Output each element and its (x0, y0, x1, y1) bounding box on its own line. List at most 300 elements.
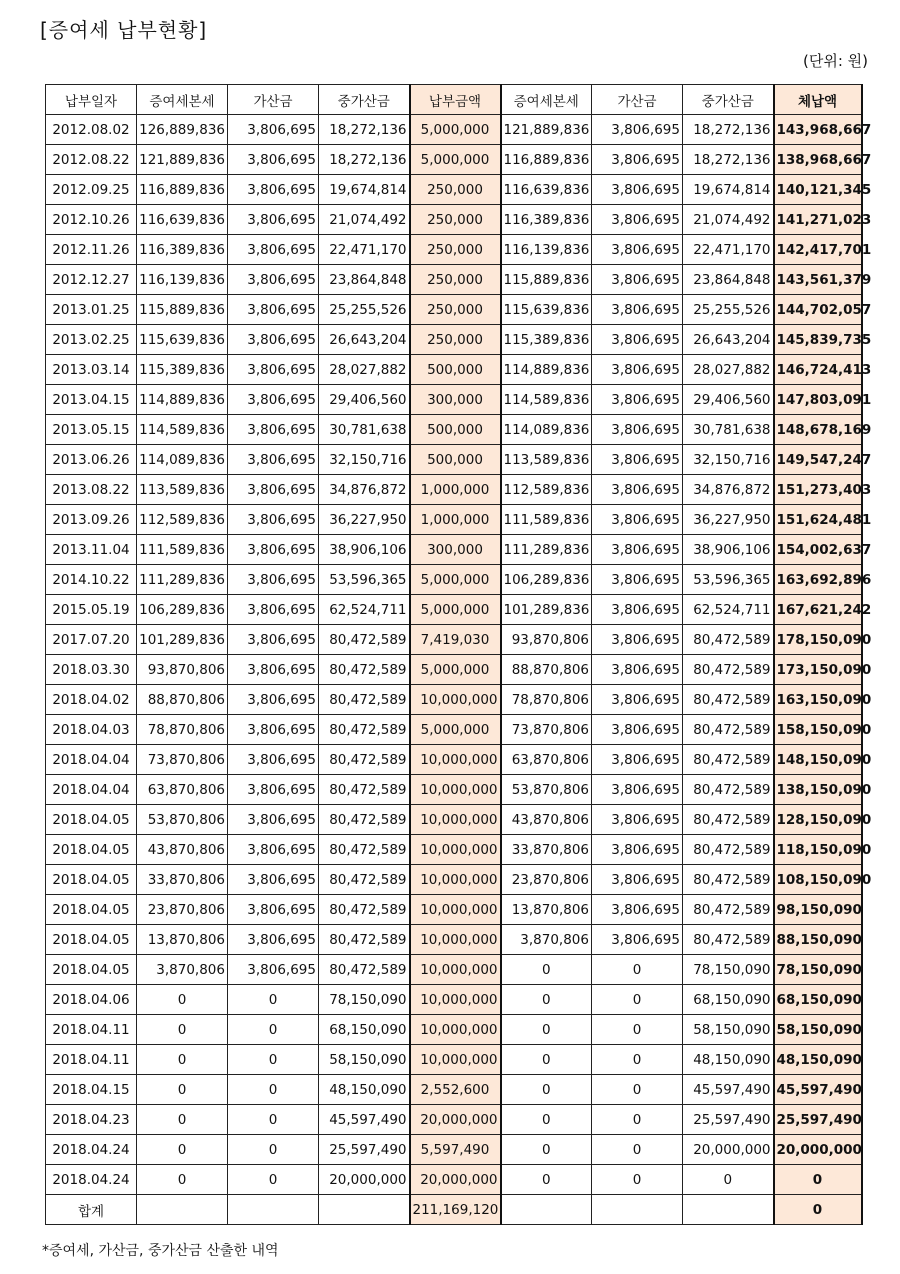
cell-principal-before: 111,289,836 (137, 565, 228, 595)
cell-surcharge-before: 3,806,695 (228, 685, 319, 715)
cell-principal-after: 116,639,836 (501, 175, 592, 205)
total-empty-cell (683, 1195, 774, 1225)
cell-arrears: 151,624,481 (774, 505, 862, 535)
cell-arrears: 147,803,091 (774, 385, 862, 415)
cell-heavy-surcharge-before: 18,272,136 (319, 115, 410, 145)
cell-arrears: 141,271,023 (774, 205, 862, 235)
cell-arrears: 45,597,490 (774, 1075, 862, 1105)
cell-arrears: 173,150,090 (774, 655, 862, 685)
cell-surcharge-after: 3,806,695 (592, 115, 683, 145)
cell-heavy-surcharge-after: 0 (683, 1165, 774, 1195)
cell-date: 2012.08.02 (46, 115, 137, 145)
cell-payment-amount: 5,000,000 (410, 145, 501, 175)
cell-principal-after: 111,289,836 (501, 535, 592, 565)
cell-principal-before: 63,870,806 (137, 775, 228, 805)
cell-arrears: 128,150,090 (774, 805, 862, 835)
cell-heavy-surcharge-after: 23,864,848 (683, 265, 774, 295)
cell-arrears: 68,150,090 (774, 985, 862, 1015)
cell-payment-amount: 10,000,000 (410, 745, 501, 775)
total-payment: 211,169,120 (410, 1195, 501, 1225)
cell-principal-after: 23,870,806 (501, 865, 592, 895)
total-label: 합계 (46, 1195, 137, 1225)
cell-surcharge-after: 0 (592, 955, 683, 985)
cell-surcharge-after: 3,806,695 (592, 625, 683, 655)
cell-heavy-surcharge-after: 80,472,589 (683, 775, 774, 805)
cell-principal-before: 78,870,806 (137, 715, 228, 745)
table-row (46, 1075, 862, 1105)
cell-arrears: 142,417,701 (774, 235, 862, 265)
total-empty-cell (319, 1195, 410, 1225)
cell-arrears: 0 (774, 1165, 862, 1195)
cell-principal-after: 53,870,806 (501, 775, 592, 805)
cell-arrears: 163,150,090 (774, 685, 862, 715)
cell-payment-amount: 10,000,000 (410, 1045, 501, 1075)
cell-payment-amount: 10,000,000 (410, 955, 501, 985)
header-payment-amount: 납부금액 (410, 85, 501, 115)
cell-heavy-surcharge-after: 48,150,090 (683, 1045, 774, 1075)
cell-surcharge-before: 0 (228, 1165, 319, 1195)
cell-surcharge-before: 3,806,695 (228, 115, 319, 145)
cell-heavy-surcharge-before: 80,472,589 (319, 805, 410, 835)
table-row (46, 235, 862, 265)
cell-arrears: 149,547,247 (774, 445, 862, 475)
cell-heavy-surcharge-before: 78,150,090 (319, 985, 410, 1015)
cell-principal-before: 0 (137, 985, 228, 1015)
cell-arrears: 25,597,490 (774, 1105, 862, 1135)
cell-surcharge-after: 0 (592, 1105, 683, 1135)
cell-heavy-surcharge-after: 38,906,106 (683, 535, 774, 565)
cell-surcharge-after: 3,806,695 (592, 385, 683, 415)
total-row (46, 1195, 862, 1225)
cell-heavy-surcharge-before: 45,597,490 (319, 1105, 410, 1135)
cell-surcharge-before: 0 (228, 1045, 319, 1075)
header-principal-before: 증여세본세 (137, 85, 228, 115)
cell-date: 2018.04.11 (46, 1045, 137, 1075)
cell-heavy-surcharge-after: 80,472,589 (683, 895, 774, 925)
cell-surcharge-before: 3,806,695 (228, 235, 319, 265)
cell-principal-after: 113,589,836 (501, 445, 592, 475)
cell-arrears: 178,150,090 (774, 625, 862, 655)
cell-principal-after: 78,870,806 (501, 685, 592, 715)
cell-date: 2018.04.04 (46, 745, 137, 775)
cell-date: 2018.04.06 (46, 985, 137, 1015)
cell-surcharge-after: 0 (592, 1045, 683, 1075)
cell-surcharge-before: 3,806,695 (228, 775, 319, 805)
table-row (46, 1165, 862, 1195)
cell-heavy-surcharge-after: 80,472,589 (683, 835, 774, 865)
table-row (46, 775, 862, 805)
cell-principal-before: 112,589,836 (137, 505, 228, 535)
cell-surcharge-after: 3,806,695 (592, 895, 683, 925)
cell-heavy-surcharge-after: 80,472,589 (683, 685, 774, 715)
cell-surcharge-before: 3,806,695 (228, 175, 319, 205)
cell-heavy-surcharge-before: 36,227,950 (319, 505, 410, 535)
cell-principal-after: 0 (501, 985, 592, 1015)
cell-surcharge-before: 3,806,695 (228, 265, 319, 295)
cell-heavy-surcharge-before: 80,472,589 (319, 925, 410, 955)
cell-surcharge-before: 3,806,695 (228, 595, 319, 625)
cell-arrears: 140,121,345 (774, 175, 862, 205)
cell-heavy-surcharge-after: 30,781,638 (683, 415, 774, 445)
cell-heavy-surcharge-after: 80,472,589 (683, 805, 774, 835)
cell-payment-amount: 250,000 (410, 235, 501, 265)
cell-principal-after: 112,589,836 (501, 475, 592, 505)
cell-heavy-surcharge-before: 80,472,589 (319, 745, 410, 775)
cell-heavy-surcharge-after: 25,597,490 (683, 1105, 774, 1135)
cell-principal-after: 116,139,836 (501, 235, 592, 265)
cell-heavy-surcharge-before: 80,472,589 (319, 895, 410, 925)
table-row (46, 1105, 862, 1135)
unit-label: (단위: 원) (803, 52, 868, 70)
table-row (46, 865, 862, 895)
cell-principal-before: 116,389,836 (137, 235, 228, 265)
cell-payment-amount: 10,000,000 (410, 985, 501, 1015)
cell-surcharge-after: 3,806,695 (592, 655, 683, 685)
cell-surcharge-before: 0 (228, 1135, 319, 1165)
cell-payment-amount: 250,000 (410, 295, 501, 325)
cell-date: 2018.04.05 (46, 835, 137, 865)
table-row (46, 925, 862, 955)
cell-surcharge-before: 3,806,695 (228, 715, 319, 745)
cell-surcharge-after: 0 (592, 985, 683, 1015)
cell-payment-amount: 10,000,000 (410, 895, 501, 925)
cell-principal-after: 111,589,836 (501, 505, 592, 535)
table-row (46, 535, 862, 565)
cell-principal-before: 0 (137, 1045, 228, 1075)
cell-heavy-surcharge-before: 80,472,589 (319, 655, 410, 685)
cell-heavy-surcharge-before: 38,906,106 (319, 535, 410, 565)
cell-heavy-surcharge-before: 80,472,589 (319, 955, 410, 985)
cell-principal-before: 114,889,836 (137, 385, 228, 415)
cell-principal-before: 13,870,806 (137, 925, 228, 955)
cell-arrears: 58,150,090 (774, 1015, 862, 1045)
cell-heavy-surcharge-after: 21,074,492 (683, 205, 774, 235)
cell-arrears: 145,839,735 (774, 325, 862, 355)
cell-payment-amount: 10,000,000 (410, 835, 501, 865)
header-date: 납부일자 (46, 85, 137, 115)
cell-date: 2012.08.22 (46, 145, 137, 175)
cell-payment-amount: 10,000,000 (410, 925, 501, 955)
cell-surcharge-after: 3,806,695 (592, 685, 683, 715)
cell-date: 2013.05.15 (46, 415, 137, 445)
cell-surcharge-before: 3,806,695 (228, 445, 319, 475)
cell-heavy-surcharge-after: 18,272,136 (683, 115, 774, 145)
cell-surcharge-after: 0 (592, 1165, 683, 1195)
cell-principal-after: 93,870,806 (501, 625, 592, 655)
cell-date: 2018.03.30 (46, 655, 137, 685)
cell-principal-before: 73,870,806 (137, 745, 228, 775)
header-heavy-surcharge-before: 중가산금 (319, 85, 410, 115)
cell-surcharge-after: 3,806,695 (592, 415, 683, 445)
cell-date: 2013.06.26 (46, 445, 137, 475)
cell-date: 2018.04.24 (46, 1135, 137, 1165)
cell-date: 2013.02.25 (46, 325, 137, 355)
cell-payment-amount: 5,597,490 (410, 1135, 501, 1165)
cell-surcharge-before: 3,806,695 (228, 505, 319, 535)
table-row (46, 955, 862, 985)
table-row (46, 115, 862, 145)
cell-surcharge-before: 3,806,695 (228, 355, 319, 385)
cell-principal-before: 23,870,806 (137, 895, 228, 925)
cell-date: 2012.12.27 (46, 265, 137, 295)
cell-principal-before: 111,589,836 (137, 535, 228, 565)
cell-payment-amount: 2,552,600 (410, 1075, 501, 1105)
cell-heavy-surcharge-before: 62,524,711 (319, 595, 410, 625)
cell-heavy-surcharge-before: 80,472,589 (319, 625, 410, 655)
cell-heavy-surcharge-after: 80,472,589 (683, 715, 774, 745)
table-row (46, 265, 862, 295)
cell-payment-amount: 10,000,000 (410, 775, 501, 805)
cell-surcharge-before: 3,806,695 (228, 655, 319, 685)
cell-payment-amount: 10,000,000 (410, 865, 501, 895)
cell-principal-before: 33,870,806 (137, 865, 228, 895)
cell-heavy-surcharge-after: 32,150,716 (683, 445, 774, 475)
cell-surcharge-after: 3,806,695 (592, 925, 683, 955)
cell-heavy-surcharge-after: 78,150,090 (683, 955, 774, 985)
cell-heavy-surcharge-before: 19,674,814 (319, 175, 410, 205)
cell-surcharge-after: 3,806,695 (592, 325, 683, 355)
cell-payment-amount: 250,000 (410, 325, 501, 355)
cell-principal-after: 115,639,836 (501, 295, 592, 325)
cell-heavy-surcharge-after: 36,227,950 (683, 505, 774, 535)
cell-principal-after: 0 (501, 1135, 592, 1165)
cell-surcharge-after: 0 (592, 1075, 683, 1105)
cell-payment-amount: 10,000,000 (410, 805, 501, 835)
cell-principal-before: 106,289,836 (137, 595, 228, 625)
cell-arrears: 158,150,090 (774, 715, 862, 745)
cell-principal-after: 73,870,806 (501, 715, 592, 745)
total-arrears: 0 (774, 1195, 862, 1225)
cell-surcharge-after: 0 (592, 1135, 683, 1165)
header-heavy-surcharge-after: 중가산금 (683, 85, 774, 115)
cell-heavy-surcharge-before: 68,150,090 (319, 1015, 410, 1045)
cell-arrears: 138,968,667 (774, 145, 862, 175)
cell-heavy-surcharge-after: 20,000,000 (683, 1135, 774, 1165)
table-row (46, 715, 862, 745)
cell-principal-before: 126,889,836 (137, 115, 228, 145)
cell-principal-before: 115,389,836 (137, 355, 228, 385)
cell-date: 2018.04.11 (46, 1015, 137, 1045)
cell-principal-after: 0 (501, 1105, 592, 1135)
cell-heavy-surcharge-before: 32,150,716 (319, 445, 410, 475)
cell-heavy-surcharge-after: 34,876,872 (683, 475, 774, 505)
cell-surcharge-before: 3,806,695 (228, 385, 319, 415)
cell-arrears: 138,150,090 (774, 775, 862, 805)
cell-surcharge-after: 3,806,695 (592, 295, 683, 325)
cell-surcharge-before: 3,806,695 (228, 415, 319, 445)
table-row (46, 745, 862, 775)
cell-date: 2013.01.25 (46, 295, 137, 325)
cell-surcharge-after: 3,806,695 (592, 595, 683, 625)
cell-principal-after: 43,870,806 (501, 805, 592, 835)
cell-date: 2012.11.26 (46, 235, 137, 265)
cell-heavy-surcharge-after: 19,674,814 (683, 175, 774, 205)
cell-principal-before: 116,889,836 (137, 175, 228, 205)
header-surcharge-after: 가산금 (592, 85, 683, 115)
cell-date: 2018.04.23 (46, 1105, 137, 1135)
cell-heavy-surcharge-after: 80,472,589 (683, 655, 774, 685)
table-row (46, 565, 862, 595)
cell-heavy-surcharge-before: 29,406,560 (319, 385, 410, 415)
cell-surcharge-after: 3,806,695 (592, 475, 683, 505)
cell-payment-amount: 250,000 (410, 205, 501, 235)
cell-heavy-surcharge-after: 58,150,090 (683, 1015, 774, 1045)
cell-arrears: 146,724,413 (774, 355, 862, 385)
cell-heavy-surcharge-before: 18,272,136 (319, 145, 410, 175)
table-row (46, 895, 862, 925)
footnote: *증여세, 가산금, 중가산금 산출한 내역 (42, 1243, 279, 1259)
cell-principal-before: 93,870,806 (137, 655, 228, 685)
cell-payment-amount: 20,000,000 (410, 1165, 501, 1195)
cell-payment-amount: 300,000 (410, 535, 501, 565)
cell-heavy-surcharge-before: 48,150,090 (319, 1075, 410, 1105)
cell-surcharge-before: 3,806,695 (228, 745, 319, 775)
cell-arrears: 98,150,090 (774, 895, 862, 925)
cell-surcharge-before: 3,806,695 (228, 925, 319, 955)
cell-arrears: 88,150,090 (774, 925, 862, 955)
cell-heavy-surcharge-before: 23,864,848 (319, 265, 410, 295)
cell-heavy-surcharge-before: 28,027,882 (319, 355, 410, 385)
cell-surcharge-before: 3,806,695 (228, 625, 319, 655)
table-row (46, 445, 862, 475)
cell-date: 2018.04.04 (46, 775, 137, 805)
cell-heavy-surcharge-before: 21,074,492 (319, 205, 410, 235)
cell-surcharge-after: 3,806,695 (592, 205, 683, 235)
cell-payment-amount: 250,000 (410, 175, 501, 205)
cell-principal-after: 0 (501, 1015, 592, 1045)
total-empty-cell (501, 1195, 592, 1225)
table-row (46, 685, 862, 715)
cell-arrears: 78,150,090 (774, 955, 862, 985)
cell-principal-before: 116,639,836 (137, 205, 228, 235)
cell-payment-amount: 5,000,000 (410, 715, 501, 745)
table-row (46, 145, 862, 175)
cell-date: 2013.09.26 (46, 505, 137, 535)
cell-date: 2018.04.03 (46, 715, 137, 745)
cell-surcharge-before: 3,806,695 (228, 835, 319, 865)
table-row (46, 325, 862, 355)
cell-principal-after: 121,889,836 (501, 115, 592, 145)
cell-date: 2018.04.05 (46, 865, 137, 895)
cell-surcharge-before: 3,806,695 (228, 475, 319, 505)
cell-heavy-surcharge-after: 22,471,170 (683, 235, 774, 265)
cell-principal-after: 114,889,836 (501, 355, 592, 385)
cell-principal-before: 115,889,836 (137, 295, 228, 325)
cell-heavy-surcharge-before: 22,471,170 (319, 235, 410, 265)
table-row (46, 385, 862, 415)
cell-payment-amount: 10,000,000 (410, 1015, 501, 1045)
cell-surcharge-before: 3,806,695 (228, 895, 319, 925)
cell-date: 2017.07.20 (46, 625, 137, 655)
header-arrears: 체납액 (774, 85, 862, 115)
cell-principal-before: 0 (137, 1165, 228, 1195)
cell-principal-after: 116,389,836 (501, 205, 592, 235)
cell-principal-after: 114,589,836 (501, 385, 592, 415)
cell-heavy-surcharge-after: 53,596,365 (683, 565, 774, 595)
cell-payment-amount: 5,000,000 (410, 595, 501, 625)
table-row (46, 205, 862, 235)
cell-heavy-surcharge-after: 62,524,711 (683, 595, 774, 625)
cell-payment-amount: 10,000,000 (410, 685, 501, 715)
cell-date: 2013.04.15 (46, 385, 137, 415)
cell-payment-amount: 300,000 (410, 385, 501, 415)
cell-surcharge-after: 0 (592, 1015, 683, 1045)
cell-arrears: 108,150,090 (774, 865, 862, 895)
cell-heavy-surcharge-before: 25,255,526 (319, 295, 410, 325)
table-row (46, 1135, 862, 1165)
cell-arrears: 118,150,090 (774, 835, 862, 865)
cell-surcharge-before: 3,806,695 (228, 535, 319, 565)
cell-surcharge-before: 3,806,695 (228, 145, 319, 175)
cell-surcharge-after: 3,806,695 (592, 265, 683, 295)
cell-payment-amount: 250,000 (410, 265, 501, 295)
cell-heavy-surcharge-after: 29,406,560 (683, 385, 774, 415)
cell-date: 2018.04.05 (46, 805, 137, 835)
cell-surcharge-after: 3,806,695 (592, 145, 683, 175)
cell-principal-after: 3,870,806 (501, 925, 592, 955)
cell-arrears: 144,702,057 (774, 295, 862, 325)
cell-payment-amount: 1,000,000 (410, 475, 501, 505)
cell-arrears: 143,561,379 (774, 265, 862, 295)
cell-principal-before: 114,589,836 (137, 415, 228, 445)
cell-principal-after: 106,289,836 (501, 565, 592, 595)
cell-arrears: 48,150,090 (774, 1045, 862, 1075)
page-title: [증여세 납부현황] (40, 18, 208, 42)
cell-payment-amount: 5,000,000 (410, 565, 501, 595)
table-row (46, 655, 862, 685)
cell-surcharge-after: 3,806,695 (592, 745, 683, 775)
cell-payment-amount: 500,000 (410, 445, 501, 475)
cell-arrears: 154,002,637 (774, 535, 862, 565)
cell-payment-amount: 20,000,000 (410, 1105, 501, 1135)
cell-surcharge-after: 3,806,695 (592, 805, 683, 835)
table-row (46, 985, 862, 1015)
cell-principal-before: 0 (137, 1075, 228, 1105)
cell-arrears: 167,621,242 (774, 595, 862, 625)
table-row (46, 175, 862, 205)
cell-heavy-surcharge-after: 80,472,589 (683, 865, 774, 895)
cell-heavy-surcharge-before: 58,150,090 (319, 1045, 410, 1075)
cell-heavy-surcharge-after: 25,255,526 (683, 295, 774, 325)
cell-principal-after: 0 (501, 1075, 592, 1105)
cell-date: 2013.03.14 (46, 355, 137, 385)
cell-surcharge-before: 0 (228, 1075, 319, 1105)
cell-principal-before: 3,870,806 (137, 955, 228, 985)
cell-date: 2015.05.19 (46, 595, 137, 625)
cell-heavy-surcharge-before: 80,472,589 (319, 835, 410, 865)
cell-principal-before: 53,870,806 (137, 805, 228, 835)
cell-date: 2018.04.05 (46, 895, 137, 925)
cell-surcharge-after: 3,806,695 (592, 175, 683, 205)
table-row (46, 835, 862, 865)
cell-principal-after: 13,870,806 (501, 895, 592, 925)
table-row (46, 805, 862, 835)
cell-payment-amount: 5,000,000 (410, 115, 501, 145)
cell-arrears: 148,678,169 (774, 415, 862, 445)
cell-payment-amount: 500,000 (410, 355, 501, 385)
cell-arrears: 163,692,896 (774, 565, 862, 595)
cell-surcharge-before: 3,806,695 (228, 205, 319, 235)
cell-surcharge-after: 3,806,695 (592, 535, 683, 565)
cell-heavy-surcharge-before: 80,472,589 (319, 715, 410, 745)
cell-payment-amount: 1,000,000 (410, 505, 501, 535)
cell-surcharge-before: 3,806,695 (228, 955, 319, 985)
cell-arrears: 20,000,000 (774, 1135, 862, 1165)
cell-heavy-surcharge-before: 80,472,589 (319, 775, 410, 805)
cell-date: 2018.04.02 (46, 685, 137, 715)
cell-surcharge-after: 3,806,695 (592, 775, 683, 805)
cell-arrears: 148,150,090 (774, 745, 862, 775)
